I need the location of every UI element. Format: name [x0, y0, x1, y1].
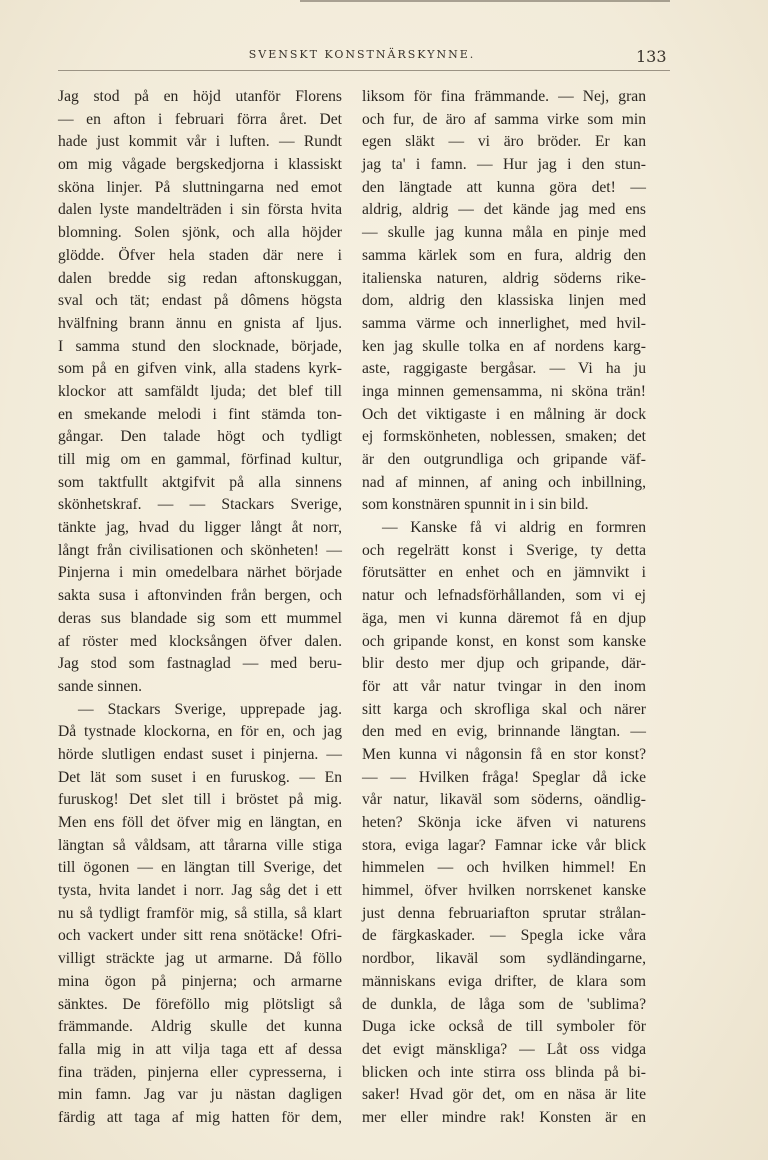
text-line: mer eller mindre rak! Konsten är en — [362, 1108, 646, 1126]
left-text-column — [58, 86, 342, 1130]
text-line: hade just kommit vår i luften. — Rundt — [58, 133, 342, 151]
text-line: ej formskönheten, noblessen, smaken; det — [362, 428, 646, 446]
text-line: hvälfning brann ännu en gnista af ljus. — [58, 314, 342, 332]
text-line: blicken och inte stirra oss blinda på bi- — [362, 1063, 646, 1081]
text-line: nu så tydligt framför mig, så stilla, så klart — [58, 904, 342, 922]
text-line: — skulle jag kunna måla en pinje med — [362, 224, 646, 242]
text-line: och fur, de äro af samma virke som min — [362, 110, 646, 128]
text-line: deras sus blandade sig som ett mummel — [58, 609, 342, 627]
text-line: till ögonen — en längtan till Sverige, det — [58, 859, 342, 877]
text-line: blomning. Solen sjönk, och alla höjder — [58, 224, 342, 242]
page-top-edge — [300, 0, 670, 2]
text-line: min famn. Jag var ju nästan dagligen — [58, 1086, 342, 1104]
text-line: människans eviga drifter, de klara som — [362, 972, 646, 990]
text-line: den med en evig, brinnande längtan. — — [362, 723, 646, 741]
text-line: tänkte jag, hvad du ligger långt åt norr, — [58, 519, 342, 537]
text-line: det evigt mänskliga? — Låt oss vidga — [362, 1040, 646, 1058]
text-line: och vackert under sitt rena snötäcke! Ofri- — [58, 927, 342, 945]
text-line: och regelrätt konst i Sverige, ty detta — [362, 541, 646, 559]
text-line: skönhetskraf. — — Stackars Sverige, — [58, 496, 342, 514]
text-line: Pinjerna i min omedelbara närhet började — [58, 564, 342, 582]
text-line: Då tystnade klockorna, en för en, och jag — [58, 723, 342, 741]
text-line: främmande. Aldrig skulle det kunna — [58, 1018, 342, 1036]
text-line: falla mig in att vilja taga ett af dessa — [58, 1040, 342, 1058]
text-line: Och det viktigaste i en målning är dock — [362, 405, 646, 423]
text-line: egen släkt — vi äro bröder. Er kan — [362, 133, 646, 151]
text-line: stora, eviga lagar? Famnar icke vår blick — [362, 836, 646, 854]
text-line: Det lät som suset i en furuskog. — En — [58, 768, 342, 786]
text-line: blir desto mer djup och gripande, där- — [362, 655, 646, 673]
text-line: den längtade att kunna göra det! — — [362, 178, 646, 196]
text-line: liksom för fina främmande. — Nej, gran — [362, 88, 646, 105]
running-head: SVENSKT KONSTNÄRSKYNNE. — [248, 48, 476, 61]
text-line: himmelen — och hvilken himmel! En — [362, 859, 646, 877]
text-line: mina ögon på pinjerna; och armarne — [58, 972, 342, 990]
text-line: I samma stund den slocknade, började, — [58, 337, 342, 355]
text-line: dalen lyste mandelträden i sin första hvita — [58, 201, 342, 219]
text-line: för att vår natur tvingar in den inom — [362, 677, 646, 695]
text-line: Jag stod som fastnaglad — med beru- — [58, 655, 342, 673]
text-line: sakta susa i aftonvinden från bergen, och — [58, 587, 342, 605]
text-line: längtan så våldsam, att tårarna ville stiga — [58, 836, 342, 854]
text-line: klockor att samfäldt ljuda; det blef till — [58, 382, 342, 400]
text-line: en smekande melodi i fint stämda ton- — [58, 405, 342, 423]
text-line: — Kanske få vi aldrig en formren — [382, 519, 646, 537]
text-line: Duga icke också de till symboler för — [362, 1018, 646, 1036]
text-line: de färgkaskader. — Spegla icke våra — [362, 927, 646, 945]
text-line: förutsätter en enhet och en jämnvikt i — [362, 564, 646, 582]
text-line: som på en gifven vink, alla stadens kyrk- — [58, 360, 342, 378]
text-line: sitt karga och skrofliga skal och närer — [362, 700, 646, 718]
text-line: fina träden, pinjerna eller cypresserna, i — [58, 1063, 342, 1081]
text-line: jag ta' i famn. — Hur jag i den stun- — [362, 156, 646, 174]
text-line: samma värme och innerlighet, med hvil- — [362, 314, 646, 332]
text-line: vår natur, likaväl som söderns, oändlig- — [362, 791, 646, 809]
text-line: och gripande konst, en konst som kanske — [362, 632, 646, 650]
text-line: samma kärlek som en fura, aldrig den — [362, 246, 646, 264]
text-line: hörde slutligen endast suset i pinjerna. — — [58, 745, 342, 763]
text-line: glödde. Öfver hela staden där nere i — [58, 246, 342, 264]
text-line: till mig om en gammal, förfinad kultur, — [58, 451, 342, 468]
text-line: heten? Skönja icke äfven vi naturens — [362, 814, 646, 831]
text-line: aste, raggigaste bergåsar. — Vi ha ju — [362, 360, 646, 378]
text-line: natur och lefnadsförhållanden, som vi ej — [362, 587, 646, 605]
text-line: om mig vågade bergskedjorna i klassiskt — [58, 156, 342, 174]
text-line: af röster med klocksången öfver dalen. — [58, 632, 342, 650]
text-line: som konstnären spunnit in i sin bild. — [362, 496, 589, 514]
text-line: Men kunna vi någonsin få en stor konst? — [362, 745, 646, 763]
text-line: furuskog! Det slet till i bröstet på mig. — [58, 791, 342, 809]
text-line: italienska naturen, aldrig söderns rike- — [362, 269, 646, 287]
text-line: sande sinnen. — [58, 677, 143, 695]
text-line: Men ens föll det öfver mig en längtan, en — [58, 814, 342, 831]
text-line: långt från civilisationen och skönheten! — — [58, 541, 342, 559]
text-line: äga, men vi kunna däremot få en djup — [362, 609, 646, 627]
text-line: dalen bredde sig redan aftonskuggan, — [58, 269, 342, 287]
text-line: är den outgrundliga och gripande väf- — [362, 451, 646, 468]
page-number: 133 — [636, 47, 667, 66]
text-line: sval och tät; endast på dômens högsta — [58, 292, 342, 310]
text-line: villigt sträckte jag ut armarne. Då föllo — [58, 950, 342, 968]
text-line: de dunkla, de låga som de 'sublima? — [362, 995, 646, 1013]
text-line: — en afton i februari förra året. Det — [58, 110, 342, 128]
text-line: inga minnen gemensamma, ni sköna trän! — [362, 382, 646, 400]
text-line: ken jag skulle tolka en af nordens karg- — [362, 337, 646, 355]
text-line: — — Hvilken fråga! Speglar då icke — [362, 768, 646, 786]
text-line: — Stackars Sverige, upprepade jag. — [78, 700, 342, 718]
text-line: aldrig, aldrig — det kände jag med ens — [362, 201, 646, 219]
text-line: gångar. Den talade högt och tydligt — [58, 428, 342, 446]
text-line: nordbor, likaväl som sydländingarne, — [362, 950, 646, 968]
right-text-column — [362, 86, 646, 1130]
text-line: nad af minnen, af aning och inbillning, — [362, 473, 646, 491]
text-line: himmel, öfver hvilken norrskenet kanske — [362, 882, 646, 900]
text-line: dom, aldrig den klassiska linjen med — [362, 292, 646, 310]
text-line: sänktes. De föreföllo mig plötsligt så — [58, 995, 342, 1013]
text-line: just denna februariafton sprutar strålan- — [362, 904, 646, 922]
text-line: som taktfullt aktgifvit på alla sinnens — [58, 473, 342, 491]
text-line: Jag stod på en höjd utanför Florens — [58, 88, 342, 105]
header-rule — [58, 70, 670, 71]
text-line: färdig att taga af mig hatten för dem, — [58, 1108, 342, 1126]
text-line: saker! Hvad gör det, om en näsa är lite — [362, 1086, 646, 1104]
text-line: sköna linjer. På sluttningarna ned emot — [58, 178, 342, 196]
text-line: tysta, hvita landet i norr. Jag såg det i ett — [58, 882, 342, 900]
